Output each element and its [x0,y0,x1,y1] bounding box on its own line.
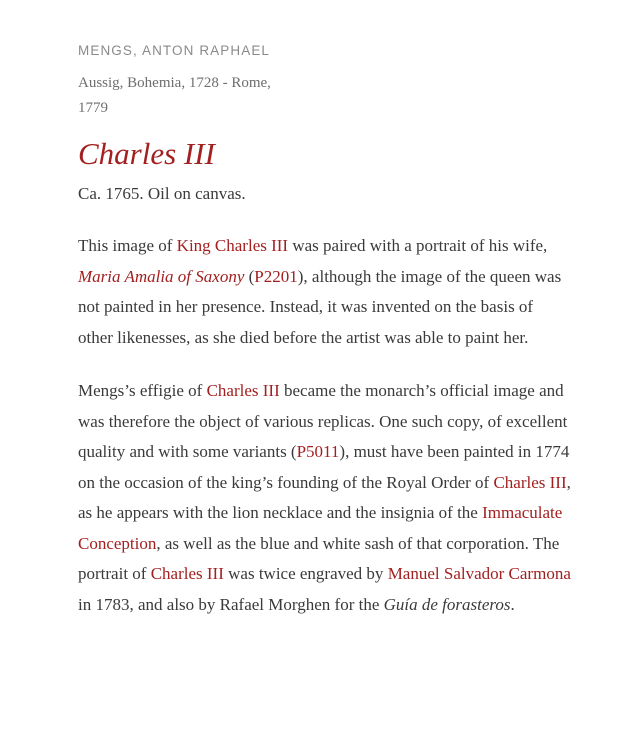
text-fragment: , as well as the blue and white sash of that corporation. The portrait of [78,533,560,583]
text-fragment: . [510,594,515,614]
text-fragment: ), although the image of the queen was not painted in her presence. Instead, it was invented on the basis of other likenesses, as she died before the artist was able to paint her. [78,266,562,347]
text-fragment: , as he appears with the lion necklace and the insignia of the [78,472,571,522]
page-title: Charles III [78,136,215,171]
text-fragment: was twice engraved by [223,564,388,583]
paragraph-two [78,376,572,620]
paragraph-one [78,231,572,353]
link-charles-iii-3[interactable]: Charles III [150,564,224,583]
text-fragment: This image of [78,236,177,255]
text-fragment: became the monarch’s official image and was therefore the object of various replicas. One such copy, of excellent quality and with some variants ( [78,381,568,461]
link-p2201[interactable]: P2201 [254,266,298,286]
text-fragment: Mengs’s effigie of [78,381,207,400]
link-manuel-salvador-carmona[interactable]: Manuel Salvador Carmona [387,564,571,583]
artist-dates: Aussig, Bohemia, 1728 - Rome, 1779 [78,75,271,116]
text-fragment: ), must have been painted in 1774 on the occasion of the king’s founding of the Royal Order of [78,442,570,492]
link-charles-iii-1[interactable]: Charles III [206,381,280,400]
link-p5011[interactable]: P5011 [296,442,340,461]
link-king-charles-iii[interactable]: King Charles III [176,236,289,255]
text-fragment: ( [244,266,255,286]
link-immaculate-conception[interactable]: Immaculate Conception [78,503,563,553]
artist-name: MENGS, ANTON RAPHAEL [78,43,271,58]
link-charles-iii-2[interactable]: Charles III [493,472,567,492]
italic-guia-de-forasteros: Guía de forasteros [383,594,511,614]
text-fragment: was paired with a portrait of his wife, [288,236,548,255]
description-body [78,231,572,620]
work-metadata: Ca. 1765. Oil on canvas. [78,184,246,203]
text-fragment: in 1783, and also by Rafael Morghen for the [78,594,384,614]
link-maria-amalia-of-saxony[interactable]: Maria Amalia of Saxony [78,266,245,286]
